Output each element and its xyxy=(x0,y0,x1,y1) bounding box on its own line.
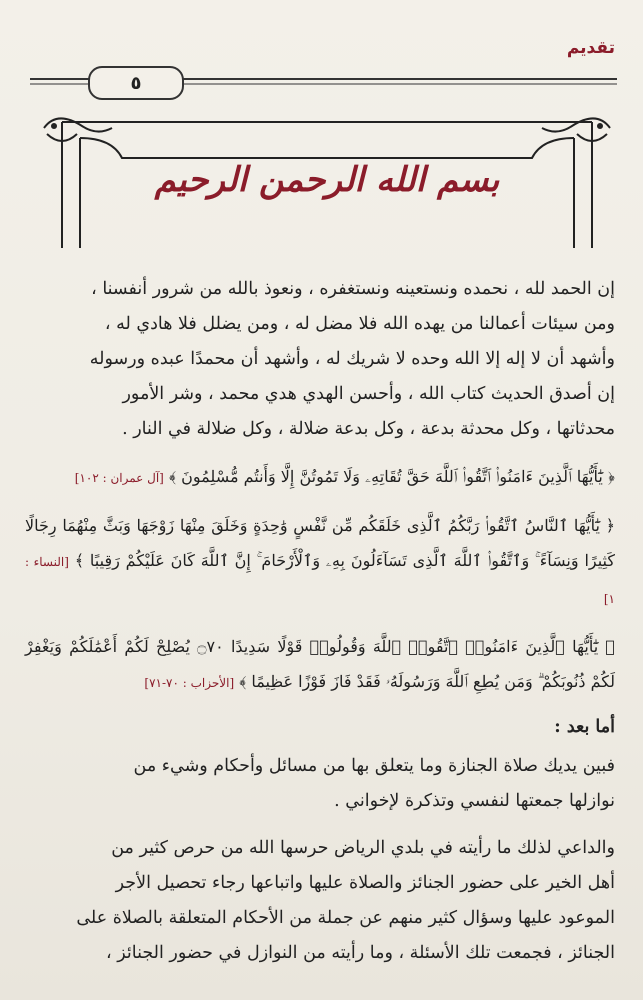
intro-line: ومن سيئات أعمالنا من يهده الله فلا مضل له ، ومن يضلل فلا هادي له ، xyxy=(104,314,615,334)
quran-verse xyxy=(25,459,615,496)
intro-line: محدثاتها ، وكل محدثة بدعة ، وكل بدعة ضلالة ، وكل ضلالة في النار . xyxy=(122,419,615,439)
quran-verse xyxy=(25,629,615,701)
paragraph-line: أهل الخير على حضور الجنائز والصلاة عليها واتباعها رجاء تحصيل الأجر xyxy=(115,873,615,893)
verse-text: ﴿ يَٰٓأَيُّهَا ٱلنَّاسُ ٱتَّقُوا۟ رَبَّكُمُ ٱلَّذِى خَلَقَكُم مِّن نَّفْسٍ وَٰحِدَةٍ وَخَلَقَ مِنْهَا زَوْجَهَا وَبَثَّ مِنْهُمَا رِجَالًا كَثِيرًا وَنِسَآءً ۚ وَٱتَّقُوا۟ ٱللَّهَ ٱلَّذِى تَسَآءَلُونَ بِهِۦ وَٱلْأَرْحَامَ ۚ إِنَّ ٱللَّهَ كَانَ عَلَيْكُمْ رَقِيبًا ﴾ xyxy=(25,516,615,570)
verse-text: ﴿ يَٰٓأَيُّهَا ٱلَّذِينَ ءَامَنُوا۟ ٱتَّقُوا۟ ٱللَّهَ وَقُولُوا۟ قَوْلًا سَدِيدًا ۝٧٠ يُصْلِحْ لَكُمْ أَعْمَٰلَكُمْ وَيَغْفِرْ لَكُمْ ذُنُوبَكُمْ ۗ وَمَن يُطِعِ ٱللَّهَ وَرَسُولَهُۥ فَقَدْ فَازَ فَوْزًا عَظِيمًا ﴾ xyxy=(25,637,616,691)
paragraph-line: نوازلها جمعتها لنفسي وتذكرة لإخواني . xyxy=(334,791,615,811)
section-heading: أما بعد : xyxy=(554,717,615,737)
chapter-title: تقديم xyxy=(566,38,615,58)
verse-text: ﴿ يَٰٓأَيُّهَا ٱلَّذِينَ ءَامَنُوا۟ ٱتَّقُوا۟ ٱللَّهَ حَقَّ تُقَاتِهِۦ وَلَا تَمُوتُنَّ إِلَّا وَأَنتُم مُّسْلِمُونَ ﴾ xyxy=(168,467,615,486)
verse-reference: [النساء : ١] xyxy=(25,555,615,606)
paragraph-line: الجنائز ، فجمعت تلك الأسئلة ، وما رأيته من النوازل في حضور الجنائز ، xyxy=(106,943,615,963)
quran-verse xyxy=(25,508,615,617)
page-number: ٥ xyxy=(88,66,184,100)
verse-reference: [آل عمران : ١٠٢] xyxy=(74,471,164,485)
intro-line: إن الحمد لله ، نحمده ونستعينه ونستغفره ، ونعوذ بالله من شرور أنفسنا ، xyxy=(91,279,615,299)
paragraph-line: فبين يديك صلاة الجنازة وما يتعلق بها من مسائل وأحكام وشيء من xyxy=(133,756,615,776)
page-body xyxy=(25,272,615,971)
intro-line: إن أصدق الحديث كتاب الله ، وأحسن الهدي هدي محمد ، وشر الأمور xyxy=(122,384,615,404)
intro-line: وأشهد أن لا إله إلا الله وحده لا شريك له ، وأشهد أن محمدًا عبده ورسوله xyxy=(89,349,615,369)
paragraph-line: والداعي لذلك ما رأيته في بلدي الرياض حرسها الله من حرص كثير من xyxy=(111,838,615,858)
paragraph-line: الموعود عليها وسؤال كثير منهم عن جملة من الأحكام المتعلقة بالصلاة على xyxy=(76,908,615,928)
basmala: بسم الله الرحمن الرحيم xyxy=(154,160,500,200)
verse-reference: [الأحزاب : ٧٠-٧١] xyxy=(144,676,235,690)
